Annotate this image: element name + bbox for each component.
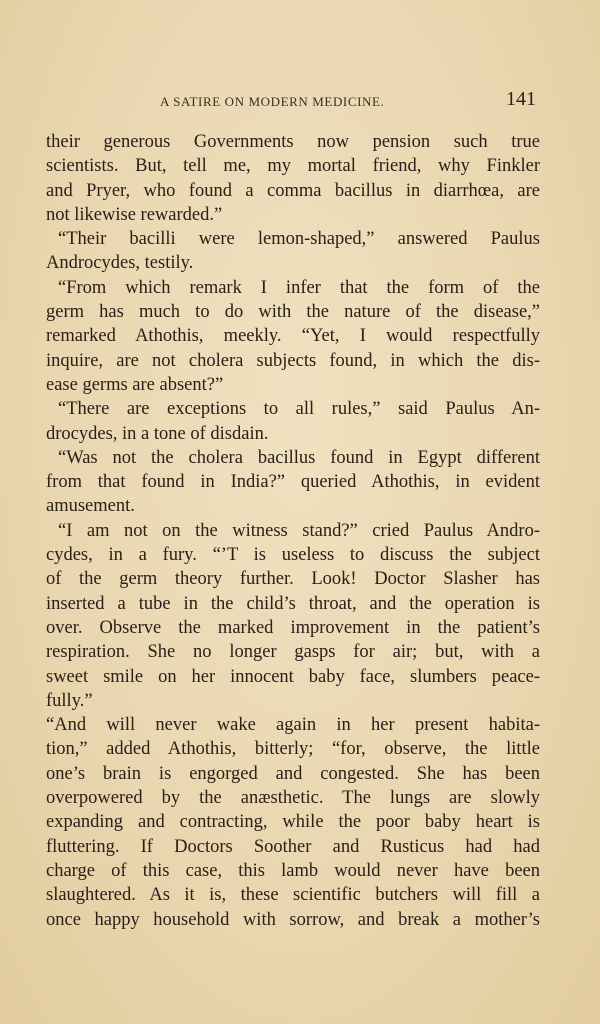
body-text bbox=[46, 130, 540, 932]
running-title: A SATIRE ON MODERN MEDICINE. bbox=[160, 94, 385, 109]
text-line: fully.” bbox=[46, 690, 93, 711]
text-line: one’s brain is engorged and congested. She has been bbox=[46, 763, 540, 784]
text-line: inquire, are not cholera subjects found, in which the dis- bbox=[46, 350, 540, 371]
text-line: their generous Governments now pension such true bbox=[46, 132, 540, 152]
text-line: amusement. bbox=[46, 496, 135, 517]
text-line: tion,” added Athothis, bitterly; “for, observe, the little bbox=[46, 739, 540, 760]
page-number: 141 bbox=[506, 88, 536, 110]
text-line: charge of this case, this lamb would never have been bbox=[46, 860, 540, 881]
text-line: drocydes, in a tone of disdain. bbox=[46, 423, 269, 444]
text-line: over. Observe the marked improvement in the patient’s bbox=[46, 617, 540, 638]
text-line: fluttering. If Doctors Soother and Rusticus had had bbox=[46, 836, 540, 857]
text-line: of the germ theory further. Look! Doctor Slasher has bbox=[46, 569, 540, 590]
text-line: cydes, in a fury. “’T is useless to discuss the subject bbox=[46, 545, 540, 566]
text-line: Androcydes, testily. bbox=[46, 253, 194, 274]
page-header bbox=[0, 88, 600, 114]
text-line: remarked Athothis, meekly. “Yet, I would respectfully bbox=[46, 326, 540, 347]
text-line: and Pryer, who found a comma bacillus in diarrhœa, are bbox=[46, 180, 540, 201]
text-line: “Their bacilli were lemon-shaped,” answered Paulus bbox=[58, 229, 540, 250]
text-line: respiration. She no longer gasps for air; but, with a bbox=[46, 642, 540, 663]
text-line: “There are exceptions to all rules,” said Paulus An- bbox=[58, 399, 540, 420]
text-line: “From which remark I infer that the form of the bbox=[58, 277, 540, 298]
text-line: “And will never wake again in her present habita- bbox=[46, 715, 540, 736]
text-line: sweet smile on her innocent baby face, slumbers peace- bbox=[46, 666, 540, 687]
text-line: overpowered by the anæsthetic. The lungs are slowly bbox=[46, 788, 540, 809]
text-line: ease germs are absent?” bbox=[46, 374, 224, 395]
text-line: expanding and contracting, while the poor baby heart is bbox=[46, 812, 540, 833]
text-line: once happy household with sorrow, and break a mother’s bbox=[46, 909, 540, 930]
text-line: from that found in India?” queried Athothis, in evident bbox=[46, 472, 540, 493]
text-line: inserted a tube in the child’s throat, and the operation is bbox=[46, 593, 540, 614]
text-line: germ has much to do with the nature of the disease,” bbox=[46, 302, 540, 323]
text-line: not likewise rewarded.” bbox=[46, 204, 223, 225]
text-line: “I am not on the witness stand?” cried Paulus Andro- bbox=[58, 520, 540, 541]
text-line: “Was not the cholera bacillus found in Egypt different bbox=[58, 447, 540, 468]
text-line: slaughtered. As it is, these scientific butchers will fill a bbox=[46, 885, 540, 906]
text-line: scientists. But, tell me, my mortal friend, why Finkler bbox=[46, 156, 540, 177]
